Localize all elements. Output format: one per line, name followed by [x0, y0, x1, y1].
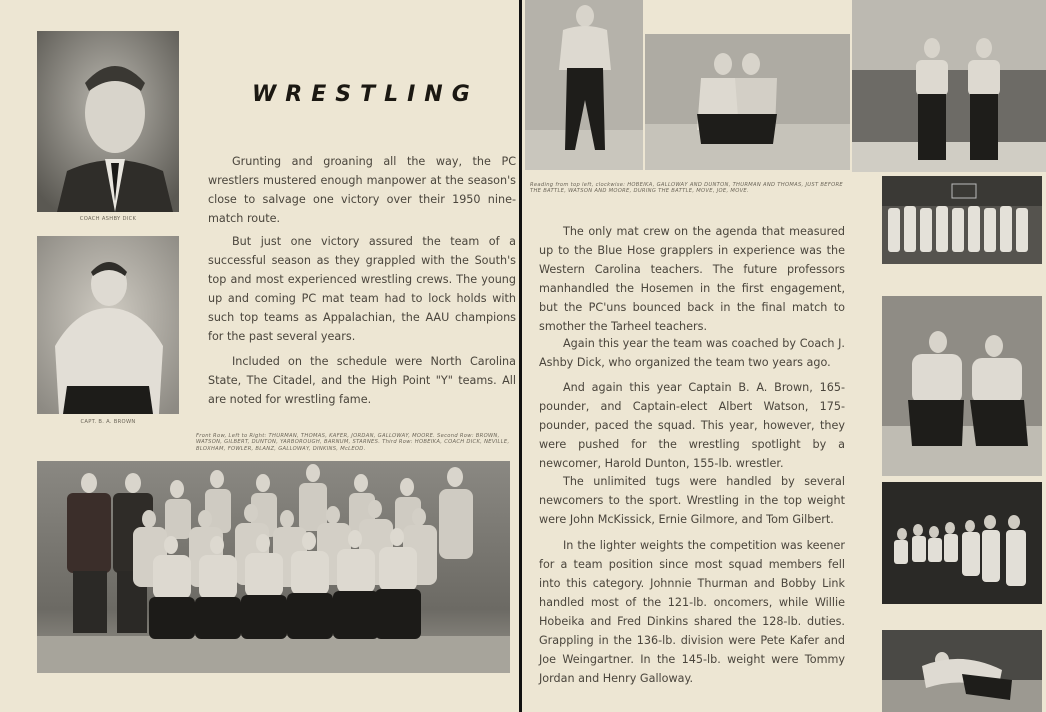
- right-page: [522, 0, 1046, 712]
- two-wrestlers-standing-photo: [852, 0, 1046, 172]
- left-page: [0, 0, 519, 712]
- lighter-weights-paragraph: In the lighter weights the competition was keener for a team position since most squad members fell into this category. Johnnie Thurman and Bobby Link handled most of the 121-lb. oncomers, while Willie Hobeika and Fred Dinkins shared the 128-lb. duties. Grappling in the 136-lb. division were Pete Kafer and Joe Weingartner. In the 145-lb. weight were Tommy Jordan and Henry Galloway.: [539, 539, 845, 685]
- wrestler-standing-photo: [525, 0, 643, 170]
- captain-photo: [37, 236, 179, 414]
- photo-sequence-caption: Reading from top left, clockwise: HOBEIKA, GALLOWAY AND DUNTON, THURMAN AND THOMAS, JUST BEFORE THE BATTLE, WATSON AND MOORE, DURING THE BATTLE, MOVE, JOE, MOVE.: [530, 182, 843, 195]
- coach-paragraph: Again this year the team was coached by Coach J. Ashby Dick, who organized the team two years ago.: [539, 337, 845, 369]
- coach-portrait-photo: [37, 31, 179, 212]
- intro-paragraph: Grunting and groaning all the way, the PC wrestlers mustered enough manpower at the season's close to salvage one victory over their 1950 nine-match route.: [208, 155, 516, 225]
- two-wrestlers-crouch-photo: [645, 34, 850, 170]
- spectators-photo: [882, 482, 1042, 604]
- two-wrestlers-kneeling-photo: [882, 296, 1042, 476]
- team-photo-caption: Front Row, Left to Right: THURMAN, THOMAS, KAFER, JORDAN, GALLOWAY, MOORE. Second Row: BROWN, WATSON, GILBERT, DUNTON, YARBOROUGH, BARNUM, STARNES. Third Row: HOBEIKA, COACH DICK, NEVILLE, BLOXHAM, FOWLER, BLANZ, GALLOWAY, DINKINS, McLEOD.: [196, 433, 510, 452]
- team-in-robes-photo: [882, 176, 1042, 264]
- unlimited-paragraph: The unlimited tugs were handled by several newcomers to the sport. Wrestling in the top weight were John McKissick, Ernie Gilmore, and Tom Gilbert.: [539, 475, 845, 526]
- captain-caption: CAPT. B. A. BROWN: [80, 419, 136, 425]
- page-title: WRESTLING: [252, 82, 479, 107]
- schedule-paragraph: Included on the schedule were North Carolina State, The Citadel, and the High Point "Y" teams. All are noted for wrestling fame.: [208, 355, 516, 406]
- team-photo: [37, 461, 510, 673]
- western-carolina-paragraph: The only mat crew on the agenda that measured up to the Blue Hose grapplers in experience was the Western Carolina teachers. The future professors manhandled the Hosemen in the first engagement, but the PC'uns bounced back in the final match to smother the Tarheel teachers.: [539, 225, 845, 333]
- season-paragraph: But just one victory assured the team of a successful season as they grappled with the South's top and most experienced wrestling crews. The young up and coming PC mat team had to lock holds with such top teams as Appalachian, the AAU champions for the past several years.: [208, 235, 516, 343]
- captain-paragraph: And again this year Captain B. A. Brown, 165-pounder, and Captain-elect Albert Watson, 175-pounder, paced the squad. This year, however, they were pushed for the wrestling spotlight by a newcomer, Harold Dunton, 155-lb. wrestler.: [539, 381, 845, 470]
- coach-caption: COACH ASHBY DICK: [79, 216, 137, 222]
- wrestlers-grappling-photo: [882, 630, 1042, 712]
